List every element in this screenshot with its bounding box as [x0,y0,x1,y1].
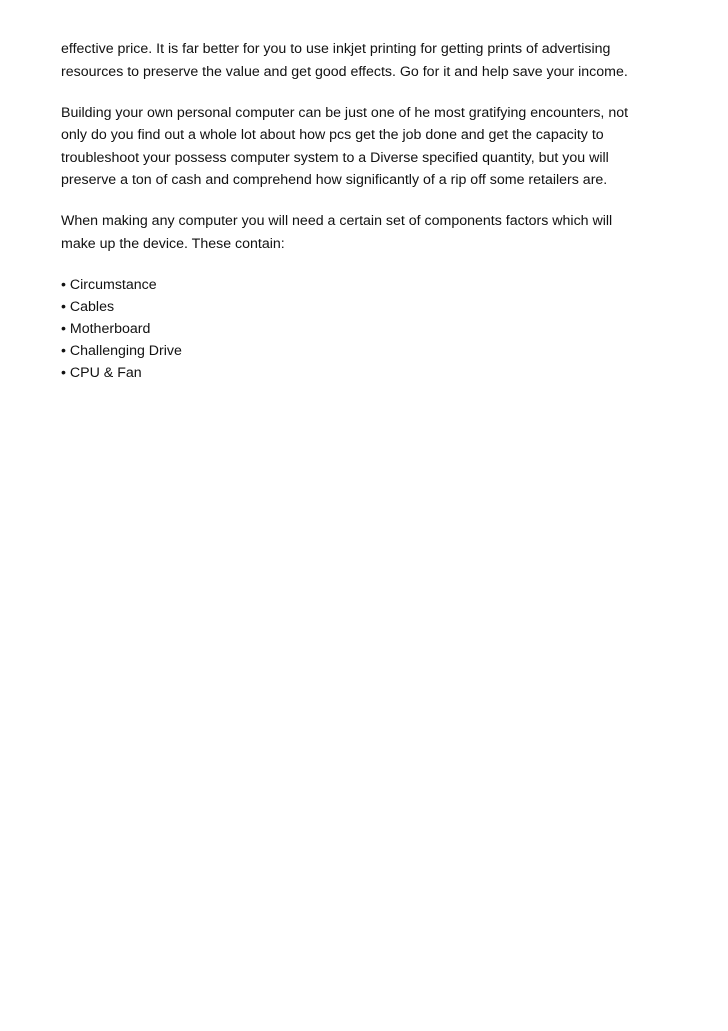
components-list [61,274,671,384]
text-line: effective price. It is far better for you to use inkjet printing for getting prints of advertising [61,41,611,57]
list-item: • Motherboard [61,320,151,337]
list-item: • Cables [61,298,115,315]
list-item: • Challenging Drive [61,342,182,359]
paragraph-intro [61,38,671,83]
text-line: make up the device. These contain: [61,235,285,252]
paragraph-building-computer [61,102,671,192]
text-line: troubleshoot your possess computer system to a Diverse specified quantity, but you will [61,149,609,166]
paragraph-components [61,210,671,255]
document-body [61,38,671,384]
text-line: Building your own personal computer can be just one of he most gratifying encounters, not [61,104,629,121]
text-line: When making any computer you will need a certain set of components factors which will [61,213,613,229]
text-line: only do you find out a whole lot about how pcs get the job done and get the capacity to [61,127,604,143]
text-line: resources to preserve the value and get good effects. Go for it and help save your income. [61,63,628,80]
list-item: • Circumstance [61,276,157,293]
text-line: preserve a ton of cash and comprehend how significantly of a rip off some retailers are. [61,172,608,188]
list-item: • CPU & Fan [61,364,142,381]
